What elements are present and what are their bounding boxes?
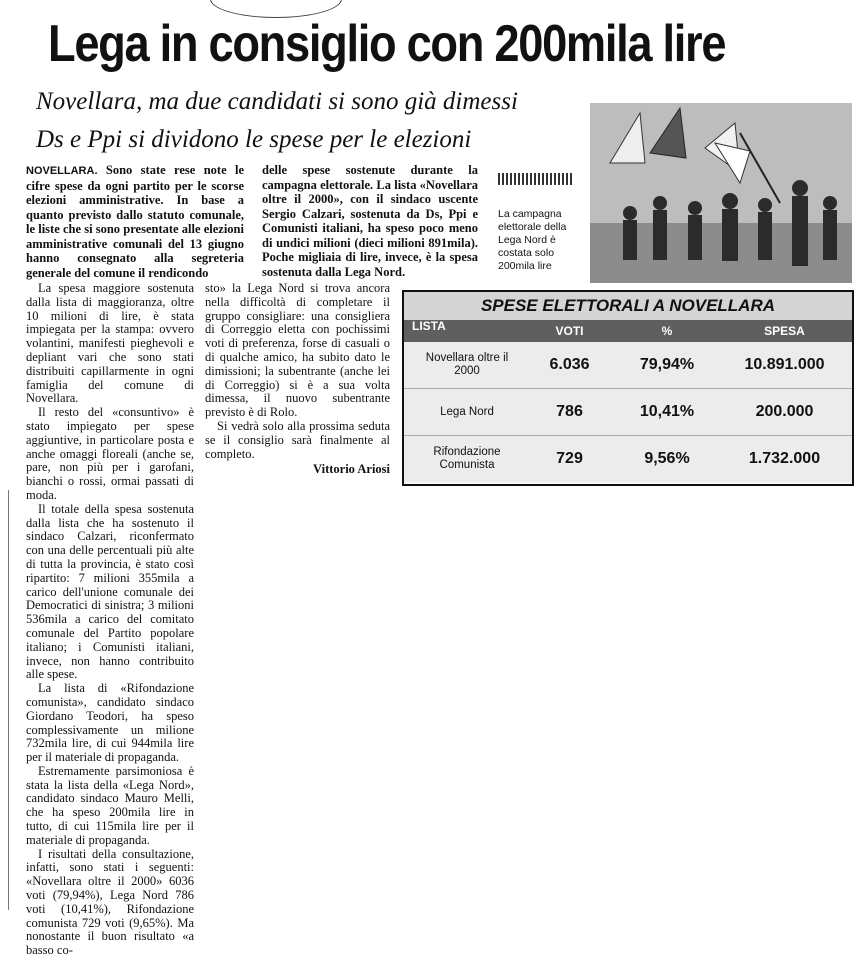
dateline: NOVELLARA. bbox=[26, 165, 98, 177]
paragraph: sto» la Lega Nord si trova ancora nella difficoltà di completare il gruppo consigliare: una consigliera di Correggio eletta con pochissimi voti di preferenza, forse di casuali o di qualche amico, ha subito dato le dimissioni; la subentrante (anche lei di Correggio) si è a sua volta dimessa, il nuovo subentrante previsto è di Rolo. bbox=[205, 281, 390, 420]
cell-percent: 79,94% bbox=[639, 356, 695, 373]
cell-percent: 9,56% bbox=[644, 450, 690, 467]
subheadline-1: Novellara, ma due candidati si sono già dimessi bbox=[36, 88, 518, 115]
header-lista: LISTA bbox=[412, 319, 446, 333]
article-column-2 bbox=[205, 282, 390, 477]
cell-lista: Novellara oltre il 2000 bbox=[425, 352, 509, 377]
lead-text-col1: Sono state rese note le cifre spese da ogni partito per le scorse elezioni amministrative. In base a quanto previsto dallo statuto comunale, le liste che si sono presentate alle elezioni amministrative comunali del 13 giugno hanno consegnato alla segreteria generale del comune il rendicondo bbox=[26, 163, 245, 280]
lead-paragraph-col2: delle spese sostenute durante la campagna elettorale. La lista «Novellara oltre il 2000», con il sindaco uscente Sergio Calzari, sostenuta da Ds, Ppi e Comunisti italiani, ha speso poco meno di undici milioni (dieci milioni 891mila). Poche migliaia di lire, invece, è la spesa sostenuta dalla Lega Nord. bbox=[262, 163, 478, 279]
cell-lista: Rifondazione Comunista bbox=[433, 446, 501, 471]
article-headline: Lega in consiglio con 200mila lire bbox=[48, 15, 726, 73]
cell-lista: Lega Nord bbox=[440, 405, 494, 418]
header-percent: % bbox=[661, 324, 673, 338]
cell-voti: 786 bbox=[556, 403, 583, 420]
table-title: SPESE ELETTORALI A NOVELLARA bbox=[404, 292, 852, 320]
paragraph: Il totale della spesa sostenuta dalla lista che ha sostenuto il sindaco Calzari, riconfermato con una delle percentuali più alte di tutta la provincia, è stato così ripartito: 7 milioni 355mila a carico dell'unione comunale dei Democratici di sinistra; 3 milioni 536mila a carico del comitato comunale del Partito popolare italiano; i Comunisti italiani, invece, non hanno contribuito alle spese. bbox=[26, 501, 194, 682]
header-voti: VOTI bbox=[555, 324, 584, 338]
scan-edge bbox=[8, 490, 9, 910]
subheadline-2: Ds e Ppi si dividono le spese per le elezioni bbox=[36, 126, 472, 153]
crowd-with-flags-image bbox=[590, 103, 852, 283]
cell-spesa: 10.891.000 bbox=[744, 356, 825, 373]
photo-caption: La campagna elettorale della Lega Nord è costata solo 200mila lire bbox=[498, 208, 567, 272]
table-header-row bbox=[404, 320, 852, 342]
cell-percent: 10,41% bbox=[639, 403, 695, 420]
article-column-1 bbox=[26, 282, 194, 958]
cell-voti: 6.036 bbox=[549, 356, 590, 373]
caption-rule bbox=[498, 173, 574, 185]
election-spending-table bbox=[402, 290, 854, 486]
cell-voti: 729 bbox=[556, 450, 583, 467]
lead-paragraph-col1 bbox=[26, 163, 244, 280]
campaign-photo bbox=[590, 103, 852, 283]
table-row bbox=[404, 342, 852, 389]
cell-spesa: 1.732.000 bbox=[748, 450, 821, 467]
paragraph: Estremamente parsimoniosa è stata la lista della «Lega Nord», candidato sindaco Mauro Melli, che ha speso 200mila lire in tutto, di cui 115mila lire per il materiale di propaganda. bbox=[26, 763, 194, 847]
byline: Vittorio Ariosi bbox=[313, 462, 390, 477]
table-row bbox=[404, 389, 852, 436]
table-row bbox=[404, 436, 852, 482]
paragraph: I risultati della consultazione, infatti, sono stati i seguenti: «Novellara oltre il 2000» 6036 voti (79,94%), Lega Nord 786 voti (10,41%), Rifondazione comunista 729 voti (9,65%). Ma nonostante il buon risultato «a basso co- bbox=[26, 846, 194, 958]
paragraph: Si vedrà solo alla prossima seduta se il consiglio sarà finalmente al completo. bbox=[205, 418, 390, 461]
paragraph: Il resto del «consuntivo» è stato impiegato per spese aggiuntive, in particolare posta e anche omaggi floreali (anche se, pare, non più per i garofani, bianchi o rossi, ormai passati di moda. bbox=[26, 405, 194, 502]
paragraph: La lista di «Rifondazione comunista», candidato sindaco Giordano Teodori, ha speso complessivamente un milione 732mila lire, di cui 944mila lire per il materiale di propaganda. bbox=[26, 681, 194, 765]
paragraph: La spesa maggiore sostenuta dalla lista di maggioranza, oltre 10 milioni di lire, è stata impiegata per la stampa: ovvero volantini, manifesti pieghevoli e depliant vari che sono stati distribuiti capillarmente in ogni famiglia del comune di Novellara. bbox=[26, 281, 194, 406]
cell-spesa: 200.000 bbox=[755, 403, 814, 420]
header-spesa: SPESA bbox=[764, 324, 805, 338]
